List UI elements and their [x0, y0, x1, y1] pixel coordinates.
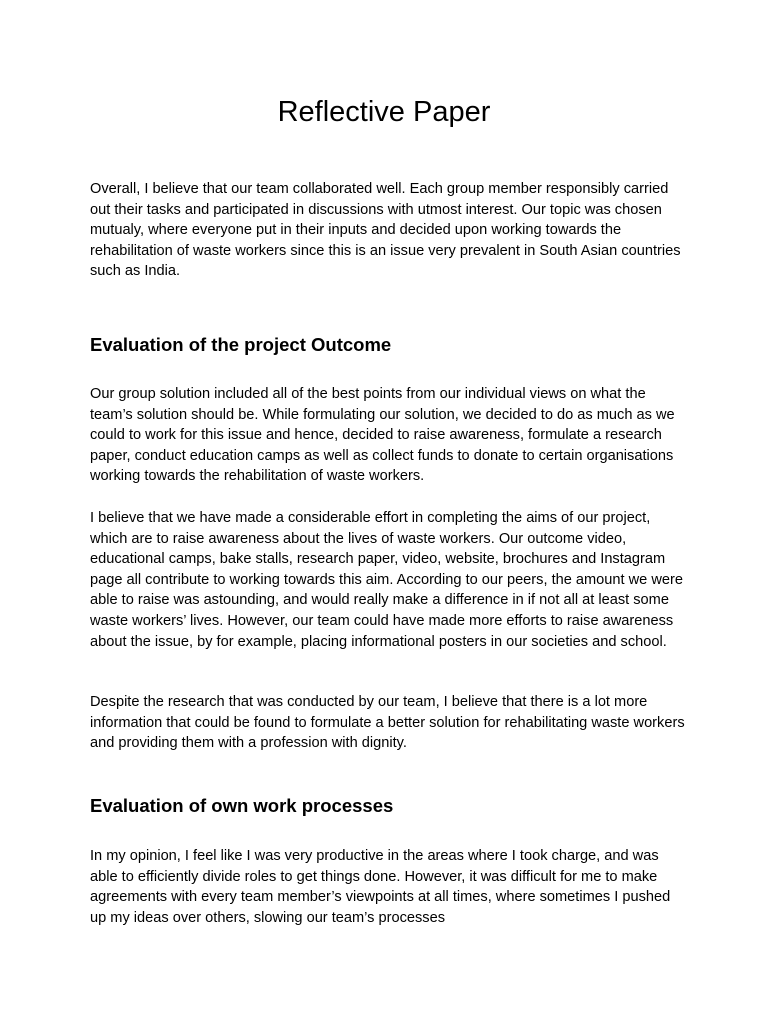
paragraph-research: Despite the research that was conducted by our team, I believe that there is a lot more information that could be found to formulate a better solution for rehabilitating waste workers and providing them with a profession with dignity. [90, 694, 685, 752]
paragraph-group-solution: Our group solution included all of the best points from our individual views on what the team’s solution should be. While formulating our solution, we decided to do as much as we could to work for this issue and hence, decided to raise awareness, formulate a research paper, conduct education camps as well as collect funds to donate to certain organisations working towards the rehabilitation of waste workers. [90, 386, 675, 485]
paragraph-project-aims: I believe that we have made a considerable effort in completing the aims of our project, which are to raise awareness about the lives of waste workers. Our outcome video, educational camps, bake stalls, research paper, video, website, brochures and Instagram page all contribute to working towards this aim. According to our peers, the amount we were able to raise was astounding, and would really make a difference in if not all at least some waste workers’ lives. However, our team could have made more efforts to raise awareness about the issue, by for example, placing informational posters in our societies and school. [90, 510, 683, 650]
paragraph-own-work: In my opinion, I feel like I was very productive in the areas where I took charge, and was able to efficiently divide roles to get things done. However, it was difficult for me to make agreements with every team member’s viewpoints at all times, where sometimes I pushed up my ideas over others, slowing our team’s processes [90, 848, 671, 926]
intro-paragraph: Overall, I believe that our team collaborated well. Each group member responsibly carried out their tasks and participated in discussions with utmost interest. Our topic was chosen mutualy, where everyone put in their inputs and decided upon working towards the rehabilitation of waste workers since this is an issue very prevalent in South Asian countries such as India. [90, 181, 681, 280]
document-title: Reflective Paper [277, 96, 491, 128]
section-heading-project-outcome: Evaluation of the project Outcome [90, 334, 392, 355]
section-heading-own-work: Evaluation of own work processes [90, 795, 394, 816]
